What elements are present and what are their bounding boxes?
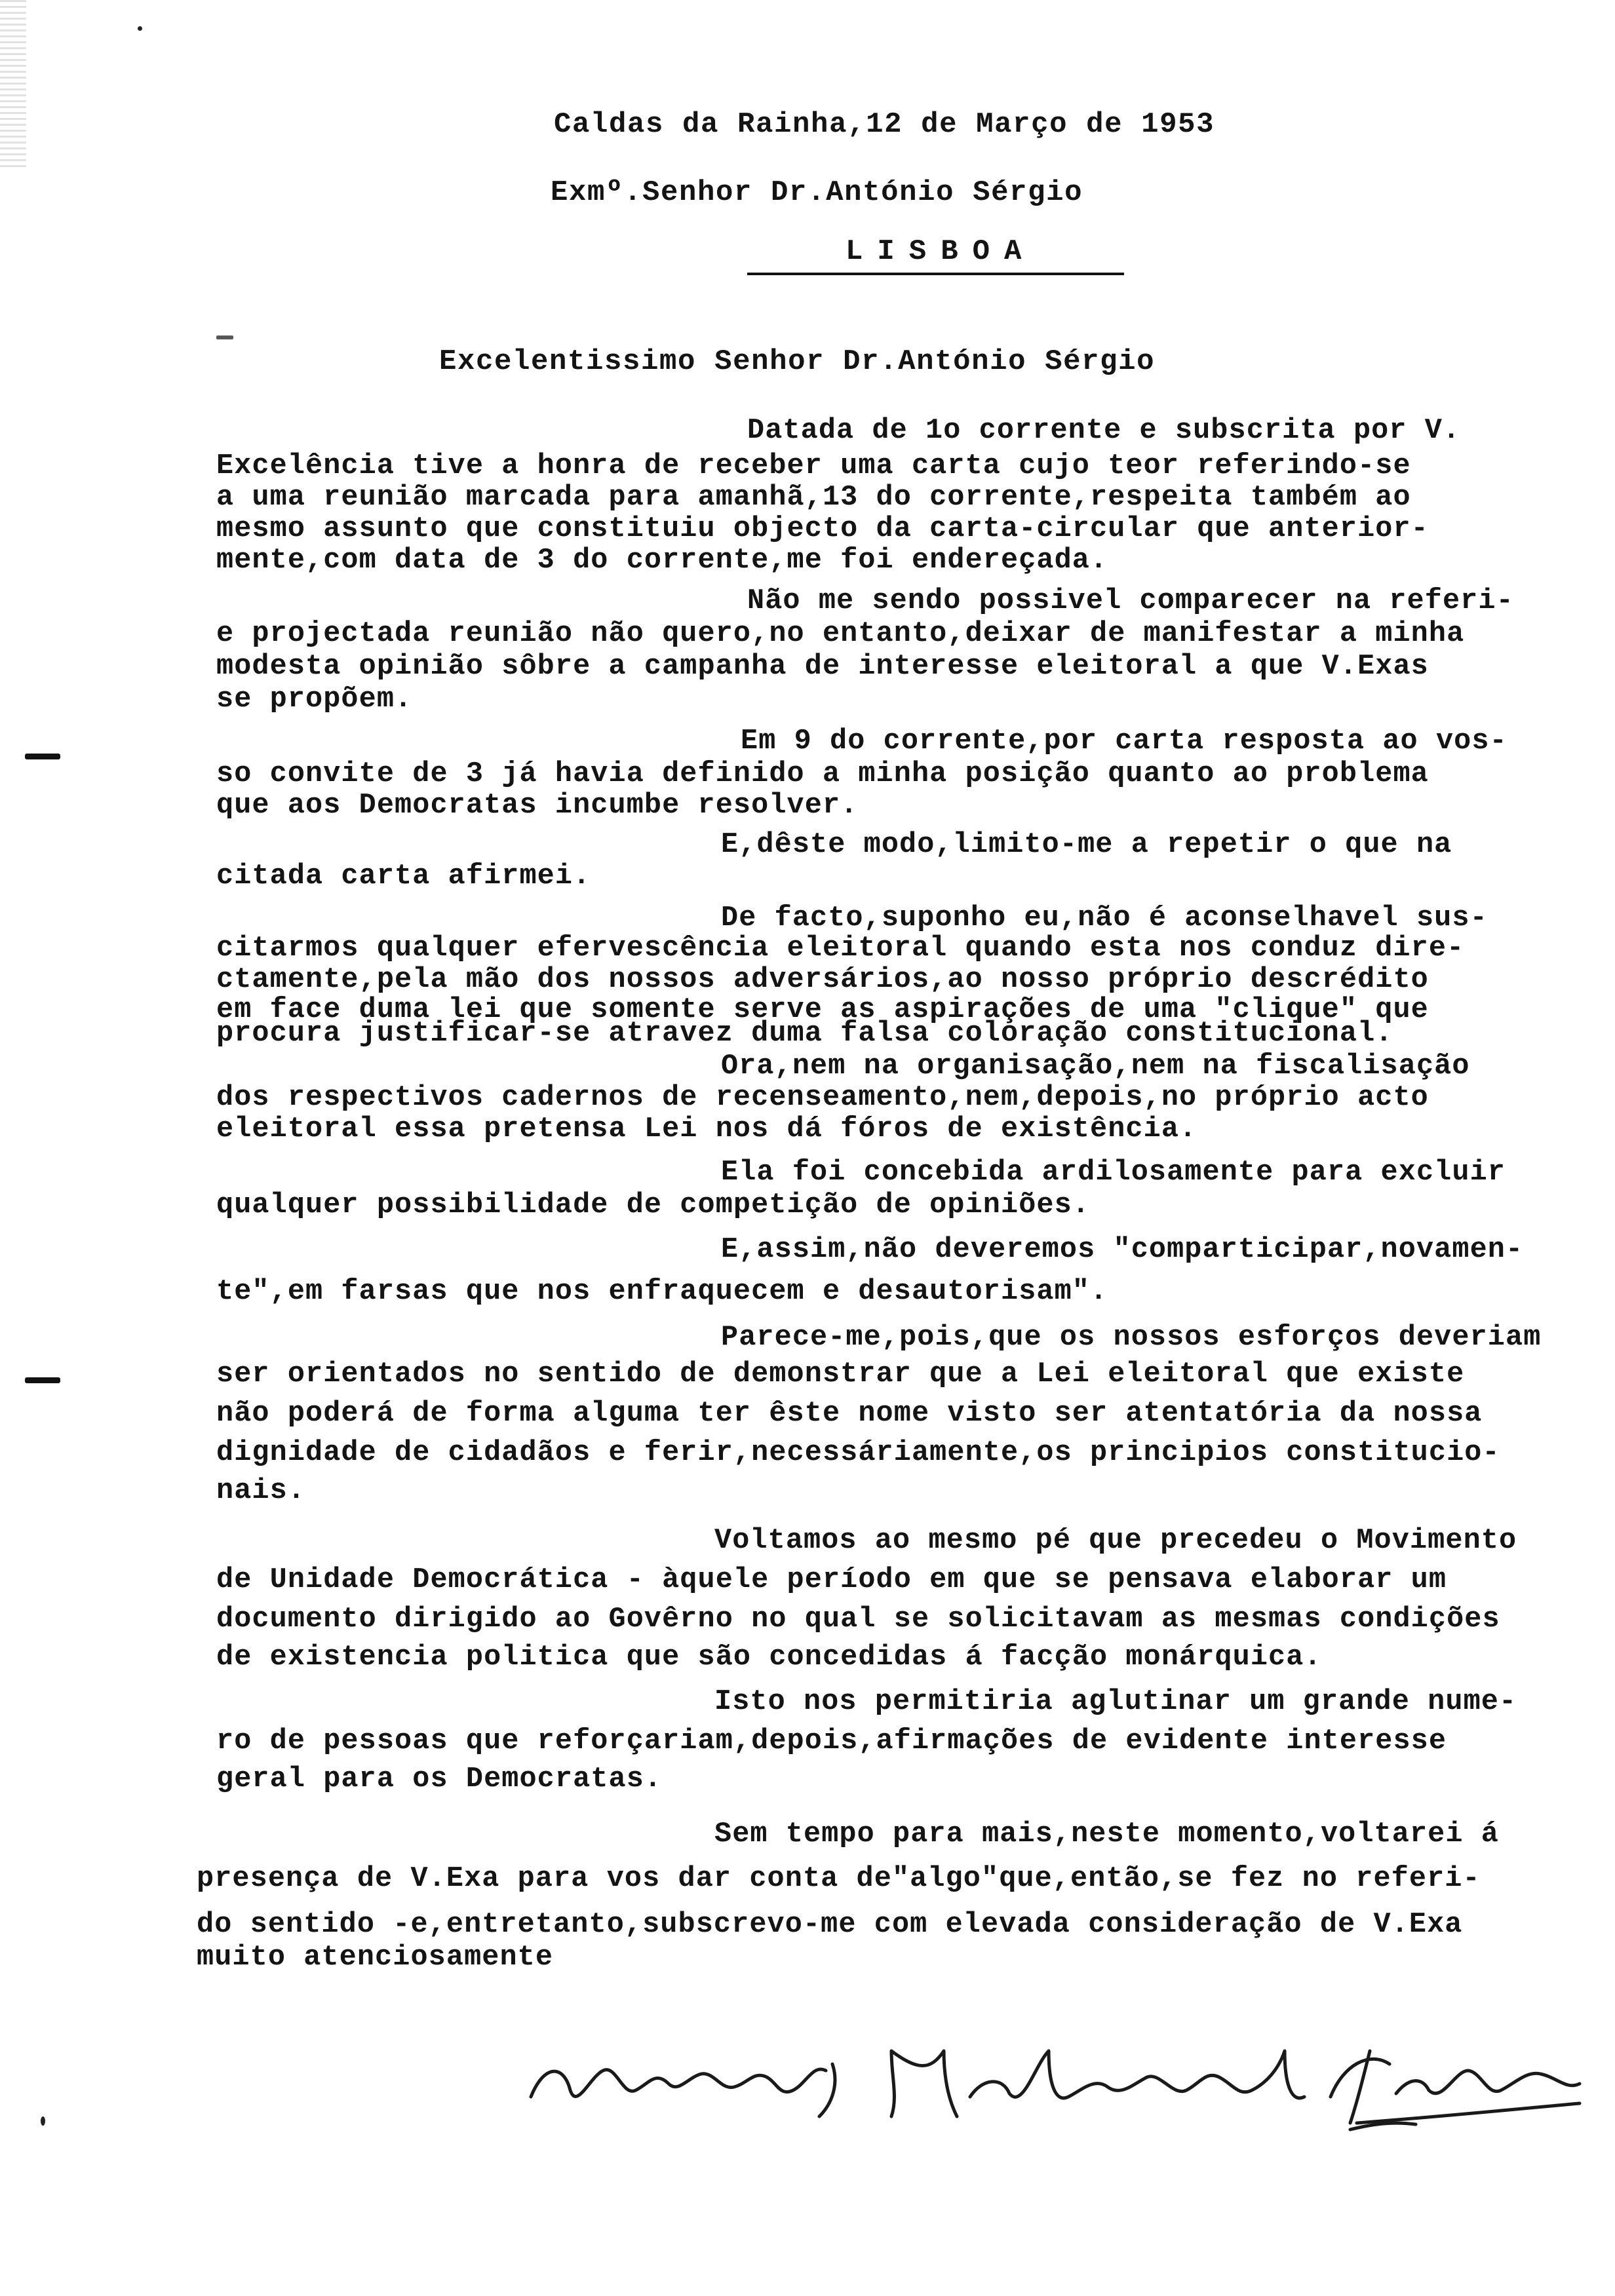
- punch-hole-mark: [25, 754, 60, 759]
- body-line: eleitoral essa pretensa Lei nos dá fóros de existência.: [216, 1113, 1197, 1145]
- body-line: E,dêste modo,limito-me a repetir o que na: [721, 829, 1452, 861]
- body-line: se propõem.: [216, 683, 413, 716]
- body-line: te",em farsas que nos enfraquecem e desautorisam".: [216, 1276, 1108, 1308]
- place-date: Caldas da Rainha,12 de Março de 1953: [554, 108, 1215, 141]
- city: LISBOA: [846, 235, 1036, 268]
- body-line: Voltamos ao mesmo pé que precedeu o Movimento: [714, 1525, 1517, 1557]
- body-line: citada carta afirmei.: [216, 860, 591, 892]
- body-line: documento dirigido ao Govêrno no qual se solicitavam as mesmas condições: [216, 1603, 1500, 1636]
- body-line: e projectada reunião não quero,no entanto,deixar de manifestar a minha: [216, 618, 1465, 650]
- body-line: E,assim,não deveremos "comparticipar,novamen-: [721, 1234, 1524, 1266]
- body-line: so convite de 3 já havia definido a minha posição quanto ao problema: [216, 758, 1429, 790]
- body-line: de existencia politica que são concedidas á facção monárquica.: [216, 1641, 1322, 1674]
- body-line: em face duma lei que somente serve as aspirações de uma "clique" que: [216, 994, 1429, 1026]
- body-line: Sem tempo para mais,neste momento,voltarei á: [714, 1818, 1499, 1850]
- body-line: do sentido -e,entretanto,subscrevo-me com elevada consideração de V.Exa: [197, 1909, 1463, 1941]
- punch-hole-mark: [25, 1377, 60, 1383]
- scan-speck: [138, 26, 142, 31]
- body-line: Excelência tive a honra de receber uma carta cujo teor referindo-se: [216, 450, 1411, 482]
- body-line: qualquer possibilidade de competição de opiniões.: [216, 1189, 1091, 1221]
- addressee: Exmº.Senhor Dr.António Sérgio: [551, 176, 1083, 209]
- body-line: que aos Democratas incumbe resolver.: [216, 790, 859, 822]
- body-line: nais.: [216, 1475, 306, 1507]
- body-line: Em 9 do corrente,por carta resposta ao vos-: [741, 725, 1508, 757]
- body-line: ser orientados no sentido de demonstrar que a Lei eleitoral que existe: [216, 1358, 1465, 1390]
- body-line: mente,com data de 3 do corrente,me foi endereçada.: [216, 545, 1108, 577]
- body-line: Ora,nem na organisação,nem na fiscalisação: [721, 1050, 1470, 1082]
- city-underline: [747, 273, 1124, 275]
- body-line: Não me sendo possivel comparecer na referi-: [747, 585, 1514, 617]
- body-line: dignidade de cidadãos e ferir,necessáriamente,os principios constitucio-: [216, 1437, 1500, 1469]
- body-line: Datada de 1o corrente e subscrita por V.: [747, 415, 1461, 447]
- body-line: citarmos qualquer efervescência eleitoral quando esta nos conduz dire-: [216, 932, 1465, 965]
- body-line: Ela foi concebida ardilosamente para excluir: [721, 1157, 1506, 1189]
- body-line: presença de V.Exa para vos dar conta de"algo"que,então,se fez no referi-: [197, 1863, 1481, 1895]
- body-line: Isto nos permitiria aglutinar um grande nume-: [714, 1686, 1517, 1718]
- scan-edge-noise: [0, 0, 26, 170]
- salutation: Excelentissimo Senhor Dr.António Sérgio: [439, 345, 1156, 378]
- body-line: geral para os Democratas.: [216, 1763, 663, 1795]
- handwritten-signature: [524, 2025, 1586, 2136]
- body-line: ro de pessoas que reforçariam,depois,afirmações de evidente interesse: [216, 1725, 1447, 1757]
- body-line: muito atenciosamente: [197, 1942, 554, 1974]
- body-line: a uma reunião marcada para amanhã,13 do corrente,respeita também ao: [216, 482, 1411, 514]
- body-line: modesta opinião sôbre a campanha de interesse eleitoral a que V.Exas: [216, 651, 1429, 683]
- body-line: mesmo assunto que constituiu objecto da carta-circular que anterior-: [216, 513, 1429, 545]
- body-line: dos respectivos cadernos de recenseamento,nem,depois,no próprio acto: [216, 1082, 1429, 1114]
- scan-speck: [216, 335, 233, 339]
- scan-speck: [41, 2116, 45, 2126]
- body-line: De facto,suponho eu,não é aconselhavel sus-: [721, 902, 1488, 934]
- body-line: ctamente,pela mão dos nossos adversários,ao nosso próprio descrédito: [216, 964, 1429, 996]
- body-line: de Unidade Democrática - àquele período em que se pensava elaborar um: [216, 1564, 1447, 1596]
- body-line: Parece-me,pois,que os nossos esforços deveriam: [721, 1322, 1542, 1354]
- body-line: não poderá de forma alguma ter êste nome visto ser atentatória da nossa: [216, 1398, 1483, 1430]
- body-line: procura justificar-se atravez duma falsa coloração constitucional.: [216, 1018, 1393, 1050]
